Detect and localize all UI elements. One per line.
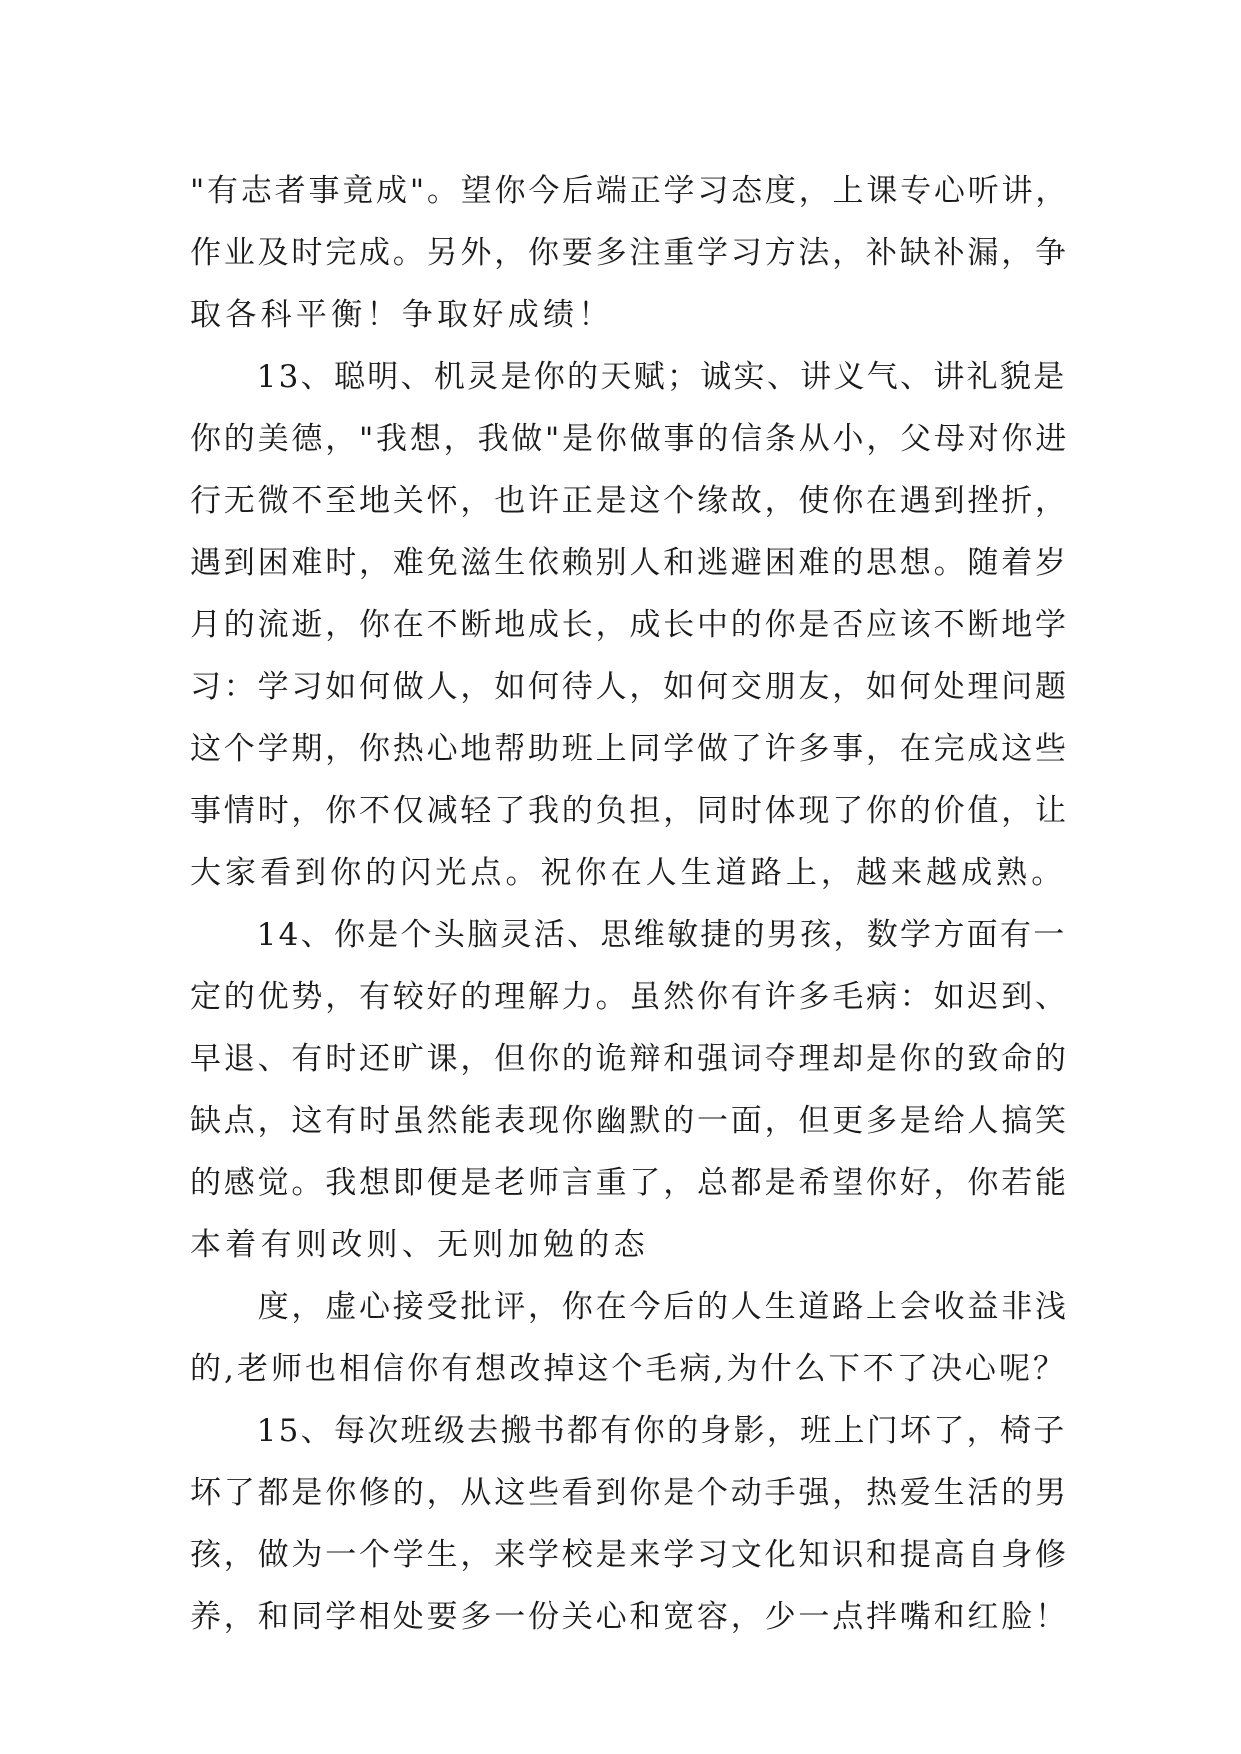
text-line: 14、你是个头脑灵活、思维敏捷的男孩，数学方面有一	[190, 917, 1067, 953]
text-line: 本着有则改则、无则加勉的态	[190, 1227, 649, 1263]
body-text	[190, 160, 1070, 1648]
text-line: 这个学期，你热心地帮助班上同学做了许多事，在完成这些	[190, 731, 1069, 767]
text-line: 大家看到你的闪光点。祝你在人生道路上，越来越成熟。	[190, 855, 1067, 891]
text-line: 孩，做为一个学生，来学校是来学习文化知识和提高自身修	[190, 1537, 1069, 1573]
text-line: 作业及时完成。另外，你要多注重学习方法，补缺补漏，争	[190, 235, 1069, 271]
text-line: 早退、有时还旷课，但你的诡辩和强词夺理却是你的致命的	[190, 1041, 1069, 1077]
text-line: 行无微不至地关怀，也许正是这个缘故，使你在遇到挫折，	[190, 483, 1069, 519]
text-line: 的感觉。我想即便是老师言重了，总都是希望你好，你若能	[190, 1165, 1069, 1201]
text-line: 的,老师也相信你有想改掉这个毛病,为什么下不了决心呢？	[190, 1351, 1068, 1387]
text-line: "有志者事竟成"。望你今后端正学习态度，上课专心听讲，	[190, 173, 1070, 209]
text-line: 度，虚心接受批评，你在今后的人生道路上会收益非浅	[190, 1289, 1069, 1325]
text-line: 事情时，你不仅减轻了我的负担，同时体现了你的价值，让	[190, 793, 1069, 829]
text-line: 月的流逝，你在不断地成长，成长中的你是否应该不断地学	[190, 607, 1069, 643]
text-line: 定的优势，有较好的理解力。虽然你有许多毛病：如迟到、	[190, 979, 1069, 1015]
text-line: 遇到困难时，难免滋生依赖别人和逃避困难的思想。随着岁	[190, 545, 1069, 581]
text-line: 15、每次班级去搬书都有你的身影，班上门坏了，椅子	[190, 1413, 1067, 1449]
text-line: 习：学习如何做人，如何待人，如何交朋友，如何处理问题	[190, 669, 1069, 705]
text-line: 13、聪明、机灵是你的天赋；诚实、讲义气、讲礼貌是	[190, 359, 1067, 395]
text-line: 你的美德，"我想，我做"是你做事的信条从小，父母对你进	[190, 421, 1070, 457]
text-line: 取各科平衡！争取好成绩！	[190, 297, 614, 333]
text-line: 缺点，这有时虽然能表现你幽默的一面，但更多是给人搞笑	[190, 1103, 1069, 1139]
text-line: 坏了都是你修的，从这些看到你是个动手强，热爱生活的男	[190, 1475, 1069, 1511]
text-line: 养，和同学相处要多一份关心和宽容，少一点拌嘴和红脸！	[190, 1599, 1069, 1635]
